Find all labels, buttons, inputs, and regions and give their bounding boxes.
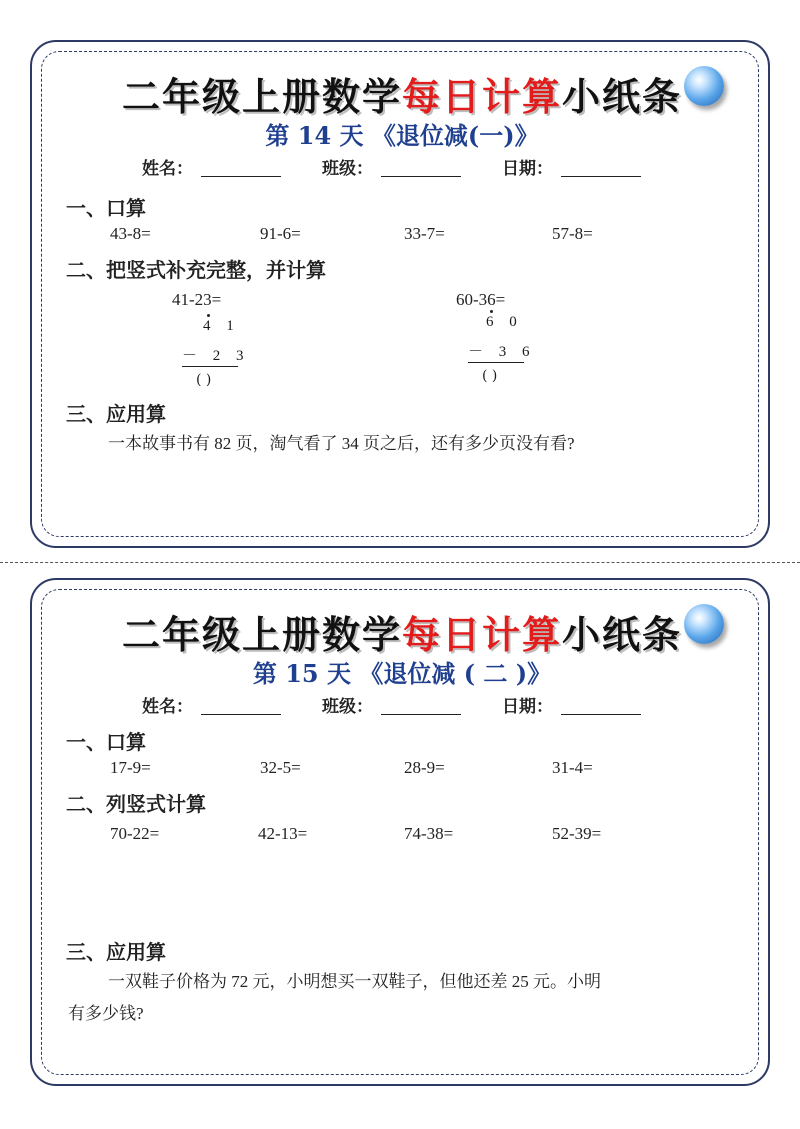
name-field[interactable]: [142, 692, 281, 717]
card-title: [32, 66, 772, 121]
section-word-problem-heading: 三、应用算: [66, 940, 166, 964]
vertical-expression: 41-23=: [172, 290, 222, 309]
name-label: 姓名：: [142, 697, 193, 717]
day-subtitle: 第 15 天 《退位减 ( 二 )》: [252, 659, 552, 688]
class-blank[interactable]: [381, 696, 461, 715]
vertical-line: [468, 362, 524, 363]
borrow-dot: [490, 310, 493, 313]
name-blank[interactable]: [201, 158, 281, 177]
section-column-heading: 二、列竖式计算: [66, 792, 206, 816]
date-label: 日期：: [502, 159, 553, 179]
word-problem-line-1: 一双鞋子价格为 72 元，小明想买一双鞋子，但他还差 25 元。小明: [108, 972, 601, 991]
name-label: 姓名：: [142, 159, 193, 179]
blue-ball-icon: [684, 66, 724, 106]
date-field[interactable]: [502, 692, 641, 717]
card-title: [32, 604, 772, 659]
title-part-1: 二年级上册数学: [121, 613, 402, 657]
borrow-dot: [207, 314, 210, 317]
oral-question: 31-4=: [552, 758, 593, 777]
section-vertical-heading: 二、把竖式补充完整，并计算: [66, 258, 326, 282]
section-oral-heading: 一、口算: [66, 730, 146, 754]
vertical-line: [182, 366, 238, 367]
section-oral-heading: 一、口算: [66, 196, 146, 220]
title-highlight: 每日计算: [401, 613, 562, 657]
blue-ball-icon: [684, 604, 724, 644]
vertical-bottom-number: － 2 3: [182, 348, 250, 364]
word-problem-text: 一本故事书有 82 页，淘气看了 34 页之后，还有多少页没有看?: [108, 434, 575, 453]
column-calc-question: 70-22=: [110, 824, 160, 843]
class-field[interactable]: [322, 154, 461, 179]
column-calc-question: 42-13=: [258, 824, 308, 843]
section-word-problem-heading: 三、应用算: [66, 402, 166, 426]
answer-paren[interactable]: ( ): [482, 368, 498, 384]
day-subtitle: 第 14 天 《退位减(一)》: [265, 121, 539, 150]
oral-question: 91-6=: [260, 224, 301, 243]
title-highlight: 每日计算: [401, 75, 562, 119]
column-calc-question: 52-39=: [552, 824, 602, 843]
oral-question: 28-9=: [404, 758, 445, 777]
name-blank[interactable]: [201, 696, 281, 715]
vertical-top-number: 4 1: [203, 318, 240, 334]
class-blank[interactable]: [381, 158, 461, 177]
title-part-3: 小纸条: [562, 613, 683, 657]
oral-question: 43-8=: [110, 224, 151, 243]
word-problem-line-2: 有多少钱?: [68, 1004, 144, 1023]
date-blank[interactable]: [561, 696, 641, 715]
date-blank[interactable]: [561, 158, 641, 177]
title-part-1: 二年级上册数学: [121, 75, 402, 119]
vertical-expression: 60-36=: [456, 290, 506, 309]
cut-line-divider: [0, 562, 800, 563]
class-label: 班级：: [322, 697, 373, 717]
vertical-bottom-number: － 3 6: [468, 344, 536, 360]
worksheet-card-day-15: [30, 578, 770, 1086]
oral-question: 57-8=: [552, 224, 593, 243]
oral-question: 17-9=: [110, 758, 151, 777]
class-label: 班级：: [322, 159, 373, 179]
oral-question: 33-7=: [404, 224, 445, 243]
name-field[interactable]: [142, 154, 281, 179]
date-field[interactable]: [502, 154, 641, 179]
class-field[interactable]: [322, 692, 461, 717]
answer-paren[interactable]: ( ): [196, 372, 212, 388]
oral-question: 32-5=: [260, 758, 301, 777]
worksheet-card-day-14: [30, 40, 770, 548]
vertical-top-number: 6 0: [486, 314, 523, 330]
date-label: 日期：: [502, 697, 553, 717]
column-calc-question: 74-38=: [404, 824, 454, 843]
title-part-3: 小纸条: [562, 75, 683, 119]
